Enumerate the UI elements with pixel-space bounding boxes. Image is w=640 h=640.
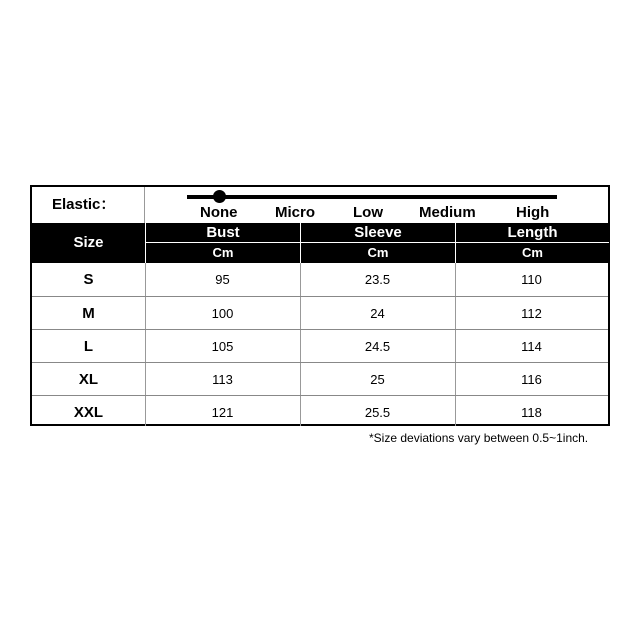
- header-bust-label: Bust: [146, 223, 300, 243]
- header-length-label: Length: [456, 223, 609, 243]
- elasticity-levels: [192, 204, 562, 222]
- elastic-label: Elastic：: [32, 187, 145, 223]
- sleeve-cell: 24.5: [364, 339, 391, 354]
- header-length: [455, 223, 609, 263]
- sleeve-cell: 23.5: [364, 272, 391, 287]
- sleeve-cell: 25: [370, 372, 385, 387]
- size-cell: L: [83, 338, 94, 355]
- bust-cell: 105: [211, 339, 234, 354]
- length-cell: 114: [521, 339, 542, 354]
- header-size: Size: [73, 234, 104, 251]
- elastic-row: [32, 187, 608, 224]
- length-cell: 110: [521, 272, 542, 287]
- level-medium: Medium: [419, 204, 476, 221]
- table-row: [32, 296, 608, 330]
- size-cell: M: [82, 305, 95, 322]
- bust-cell: 113: [212, 372, 233, 387]
- level-micro: Micro: [275, 204, 316, 221]
- bust-cell: 100: [211, 306, 234, 321]
- level-low: Low: [353, 204, 383, 221]
- elasticity-indicator-icon: [213, 190, 226, 203]
- level-high: High: [516, 204, 550, 221]
- header-length-unit: Cm: [522, 245, 543, 260]
- table-row: [32, 362, 608, 396]
- table-row: [32, 329, 608, 363]
- length-cell: 118: [521, 405, 542, 420]
- table-header: [32, 223, 608, 263]
- header-bust-unit: Cm: [212, 245, 234, 260]
- header-sleeve: [300, 223, 455, 263]
- bust-cell: 121: [211, 405, 234, 420]
- header-sleeve-label: Sleeve: [301, 223, 455, 243]
- header-sleeve-unit: Cm: [367, 245, 389, 260]
- size-cell: XL: [78, 371, 99, 388]
- size-deviation-note: *Size deviations vary between 0.5~1inch.: [369, 431, 589, 445]
- table-row: [32, 263, 608, 296]
- size-cell: S: [83, 271, 94, 288]
- table-row: [32, 395, 608, 429]
- elasticity-scale-bar: [187, 195, 557, 199]
- sleeve-cell: 25.5: [364, 405, 391, 420]
- length-cell: 116: [521, 372, 542, 387]
- header-bust: [145, 223, 300, 263]
- size-chart-table: [30, 185, 610, 426]
- sleeve-cell: 24: [370, 306, 385, 321]
- length-cell: 112: [521, 306, 542, 321]
- bust-cell: 95: [215, 272, 230, 287]
- size-cell: XXL: [73, 404, 104, 421]
- level-none: None: [200, 204, 238, 221]
